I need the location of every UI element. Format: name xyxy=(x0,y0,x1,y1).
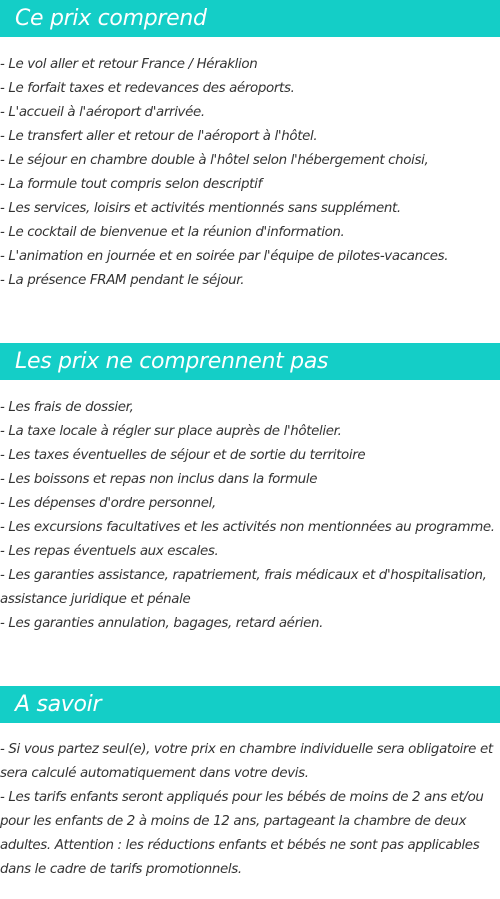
section-good-to-know xyxy=(0,686,500,882)
list-item: - Les excursions facultatives et les activités non mentionnées au programme. xyxy=(0,520,495,535)
section-price-excludes xyxy=(0,343,500,636)
list-item: - L'accueil à l'aéroport d'arrivée. xyxy=(0,105,205,120)
list-item: - Le transfert aller et retour de l'aéroport à l'hôtel. xyxy=(0,129,318,144)
list-item: - La taxe locale à régler sur place auprès de l'hôtelier. xyxy=(0,424,342,439)
list-item: - Le cocktail de bienvenue et la réunion d'information. xyxy=(0,225,345,240)
good-to-know-list xyxy=(0,738,500,882)
list-item: - Les frais de dossier, xyxy=(0,400,134,415)
list-item: - Le forfait taxes et redevances des aéroports. xyxy=(0,81,295,96)
list-item: - Les repas éventuels aux escales. xyxy=(0,544,219,559)
list-item: - Le séjour en chambre double à l'hôtel selon l'hébergement choisi, xyxy=(0,153,429,168)
list-item: - Les services, loisirs et activités mentionnés sans supplément. xyxy=(0,201,401,216)
list-item: - La formule tout compris selon descriptif xyxy=(0,177,262,192)
list-item: - Les dépenses d'ordre personnel, xyxy=(0,496,216,511)
section-price-includes xyxy=(0,0,500,293)
list-item: - Les tarifs enfants seront appliqués pour les bébés de moins de 2 ans et/ou pour les enfants de 2 à moins de 12 ans, partageant la chambre de deux adultes. Attention : les réductions enfants et bébés ne sont pas applicables dans le cadre de tarifs promotionnels. xyxy=(0,790,484,877)
section-title-price-excludes: Les prix ne comprennent pas xyxy=(0,343,500,380)
list-item: - Le vol aller et retour France / Héraklion xyxy=(0,57,258,72)
list-item: - Les garanties assistance, rapatriement, frais médicaux et d'hospitalisation, assistance juridique et pénale xyxy=(0,568,487,607)
list-item: - Les garanties annulation, bagages, retard aérien. xyxy=(0,616,324,631)
list-item: - La présence FRAM pendant le séjour. xyxy=(0,273,245,288)
price-includes-list xyxy=(0,53,500,293)
price-excludes-list xyxy=(0,396,500,636)
section-title-good-to-know: A savoir xyxy=(0,686,500,723)
list-item: - L'animation en journée et en soirée par l'équipe de pilotes-vacances. xyxy=(0,249,449,264)
list-item: - Si vous partez seul(e), votre prix en chambre individuelle sera obligatoire et sera calculé automatiquement dans votre devis. xyxy=(0,742,493,781)
list-item: - Les taxes éventuelles de séjour et de sortie du territoire xyxy=(0,448,366,463)
list-item: - Les boissons et repas non inclus dans la formule xyxy=(0,472,318,487)
section-title-price-includes: Ce prix comprend xyxy=(0,0,500,37)
